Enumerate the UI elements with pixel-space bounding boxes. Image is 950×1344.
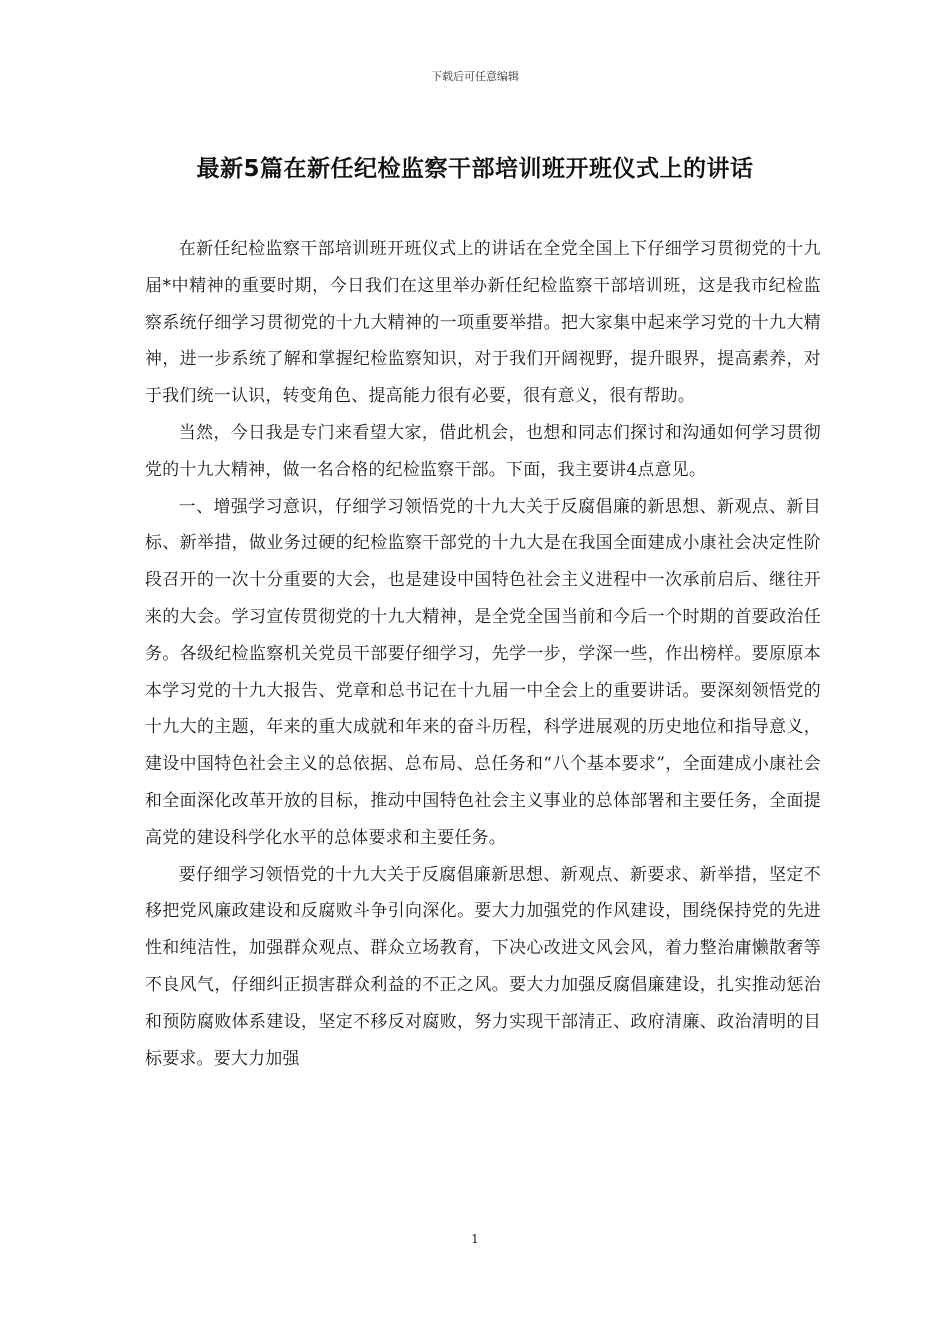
document-body	[145, 230, 821, 1076]
page-number: 1	[471, 1232, 479, 1246]
paragraph-1: 在新任纪检监察干部培训班开班仪式上的讲话在全党全国上下仔细学习贯彻党的十九届*中精神的重要时期，今日我们在这里举办新任纪检监察干部培训班，这是我市纪检监察系统仔细学习贯彻党的十九大精神的一项重要举措。把大家集中起来学习党的十九大精神，进一步系统了解和掌握纪检监察知识，对于我们开阔视野，提升眼界，提高素养，对于我们统一认识，转变角色、提高能力很有必要，很有意义，很有帮助。	[145, 238, 821, 406]
paragraph-4: 要仔细学习领悟党的十九大关于反腐倡廉新思想、新观点、新要求、新举措，坚定不移把党风廉政建设和反腐败斗争引向深化。要大力加强党的作风建设，围绕保持党的先进性和纯洁性，加强群众观点、群众立场教育，下决心改进文风会风，着力整治庸懒散奢等不良风气，仔细纠正损害群众利益的不正之风。要大力加强反腐倡廉建设，扎实推动惩治和预防腐败体系建设，坚定不移反对腐败，努力实现干部清正、政府清廉、政治清明的目标要求。要大力加强	[145, 863, 821, 1068]
document-title: 最新5篇在新任纪检监察干部培训班开班仪式上的讲话	[196, 156, 754, 182]
page-header-note: 下载后可任意编辑	[431, 70, 519, 83]
paragraph-3: 一、增强学习意识，仔细学习领悟党的十九大关于反腐倡廉的新思想、新观点、新目标、新举措，做业务过硬的纪检监察干部党的十九大是在我国全面建成小康社会决定性阶段召开的一次十分重要的大会，也是建设中国特色社会主义进程中一次承前启后、继往开来的大会。学习宣传贯彻党的十九大精神，是全党全国当前和今后一个时期的首要政治任务。各级纪检监察机关党员干部要仔细学习，先学一步，学深一些，作出榜样。要原原本本学习党的十九大报告、党章和总书记在十九届一中全会上的重要讲话。要深刻领悟党的十九大的主题，年来的重大成就和年来的奋斗历程，科学进展观的历史地位和指导意义，建设中国特色社会主义的总依据、总布局、总任务和“八个基本要求”，全面建成小康社会和全面深化改革开放的目标，推动中国特色社会主义事业的总体部署和主要任务，全面提高党的建设科学化水平的总体要求和主要任务。	[145, 495, 821, 847]
paragraph-2: 当然，今日我是专门来看望大家，借此机会，也想和同志们探讨和沟通如何学习贯彻党的十九大精神，做一名合格的纪检监察干部。下面，我主要讲4点意见。	[145, 421, 821, 479]
